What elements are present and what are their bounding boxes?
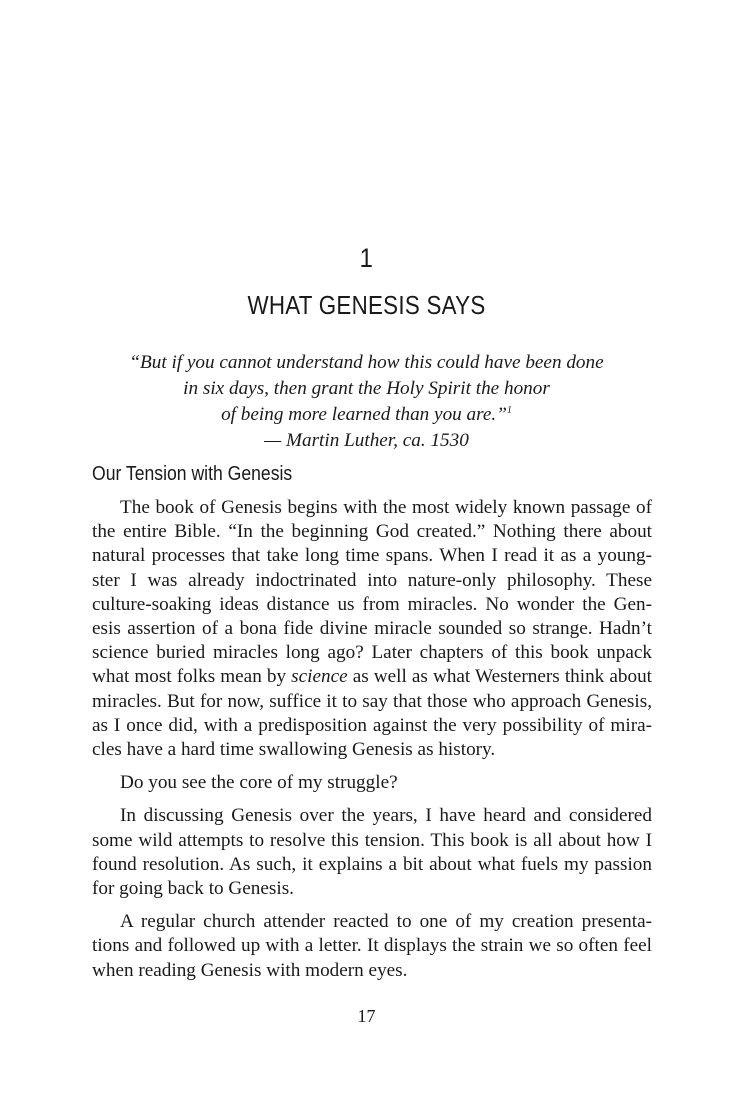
- footnote-reference[interactable]: 1: [506, 405, 512, 416]
- text-run: as well as what Westerners think about: [347, 666, 652, 688]
- text-line: found resolution. As such, it explains a bit about what fuels my passion: [92, 853, 652, 875]
- body-text: [92, 496, 652, 992]
- text-line: esis assertion of a bona fide divine miracle sounded so strange. Hadn’t: [92, 618, 652, 640]
- paragraph: [92, 910, 652, 983]
- italic-term: science: [291, 666, 348, 688]
- text-line: some wild attempts to resolve this tension. This book is all about how I: [92, 829, 652, 851]
- text-line: [92, 665, 652, 689]
- epigraph-line: [100, 402, 633, 428]
- text-line: cles have a hard time swallowing Genesis as history.: [92, 739, 496, 761]
- paragraph: [92, 804, 652, 901]
- text-line: ster I was already indoctrinated into nature-only philosophy. These: [92, 569, 652, 591]
- page-number: 17: [357, 1006, 376, 1026]
- epigraph-line: “But if you cannot understand how this could have been done: [129, 352, 604, 373]
- text-line: when reading Genesis with modern eyes.: [92, 959, 408, 981]
- text-line: natural processes that take long time spans. When I read it as a young-: [92, 545, 652, 567]
- text-line: culture-soaking ideas distance us from miracles. No wonder the Gen-: [92, 593, 652, 615]
- text-line: A regular church attender reacted to one of my creation presenta-: [120, 911, 652, 933]
- chapter-title: WHAT GENESIS SAYS: [247, 290, 486, 320]
- epigraph-line-text: of being more learned than you are.”: [221, 404, 507, 425]
- text-line: for going back to Genesis.: [92, 878, 294, 900]
- paragraph: [92, 496, 652, 762]
- text-line: Do you see the core of my struggle?: [120, 772, 398, 794]
- text-line: miracles. But for now, suffice it to say that those who approach Genesis,: [92, 690, 652, 712]
- text-line: as I once did, with a predisposition against the very possibility of mira-: [92, 714, 652, 736]
- text-line: tions and followed up with a letter. It displays the strain we so often feel: [92, 935, 652, 957]
- text-line: The book of Genesis begins with the most widely known passage of: [120, 497, 652, 518]
- section-heading: Our Tension with Genesis: [92, 463, 293, 485]
- epigraph: [100, 350, 633, 454]
- paragraph: [92, 771, 652, 795]
- epigraph-attribution: — Martin Luther, ca. 1530: [264, 430, 469, 451]
- text-line: the entire Bible. “In the beginning God created.” Nothing there about: [92, 521, 652, 543]
- text-line: science buried miracles long ago? Later chapters of this book unpack: [92, 642, 652, 664]
- text-run: what most folks mean by: [92, 666, 292, 688]
- epigraph-line: in six days, then grant the Holy Spirit the honor: [183, 378, 550, 399]
- chapter-number: 1: [359, 243, 374, 273]
- text-line: In discussing Genesis over the years, I have heard and considered: [120, 805, 652, 827]
